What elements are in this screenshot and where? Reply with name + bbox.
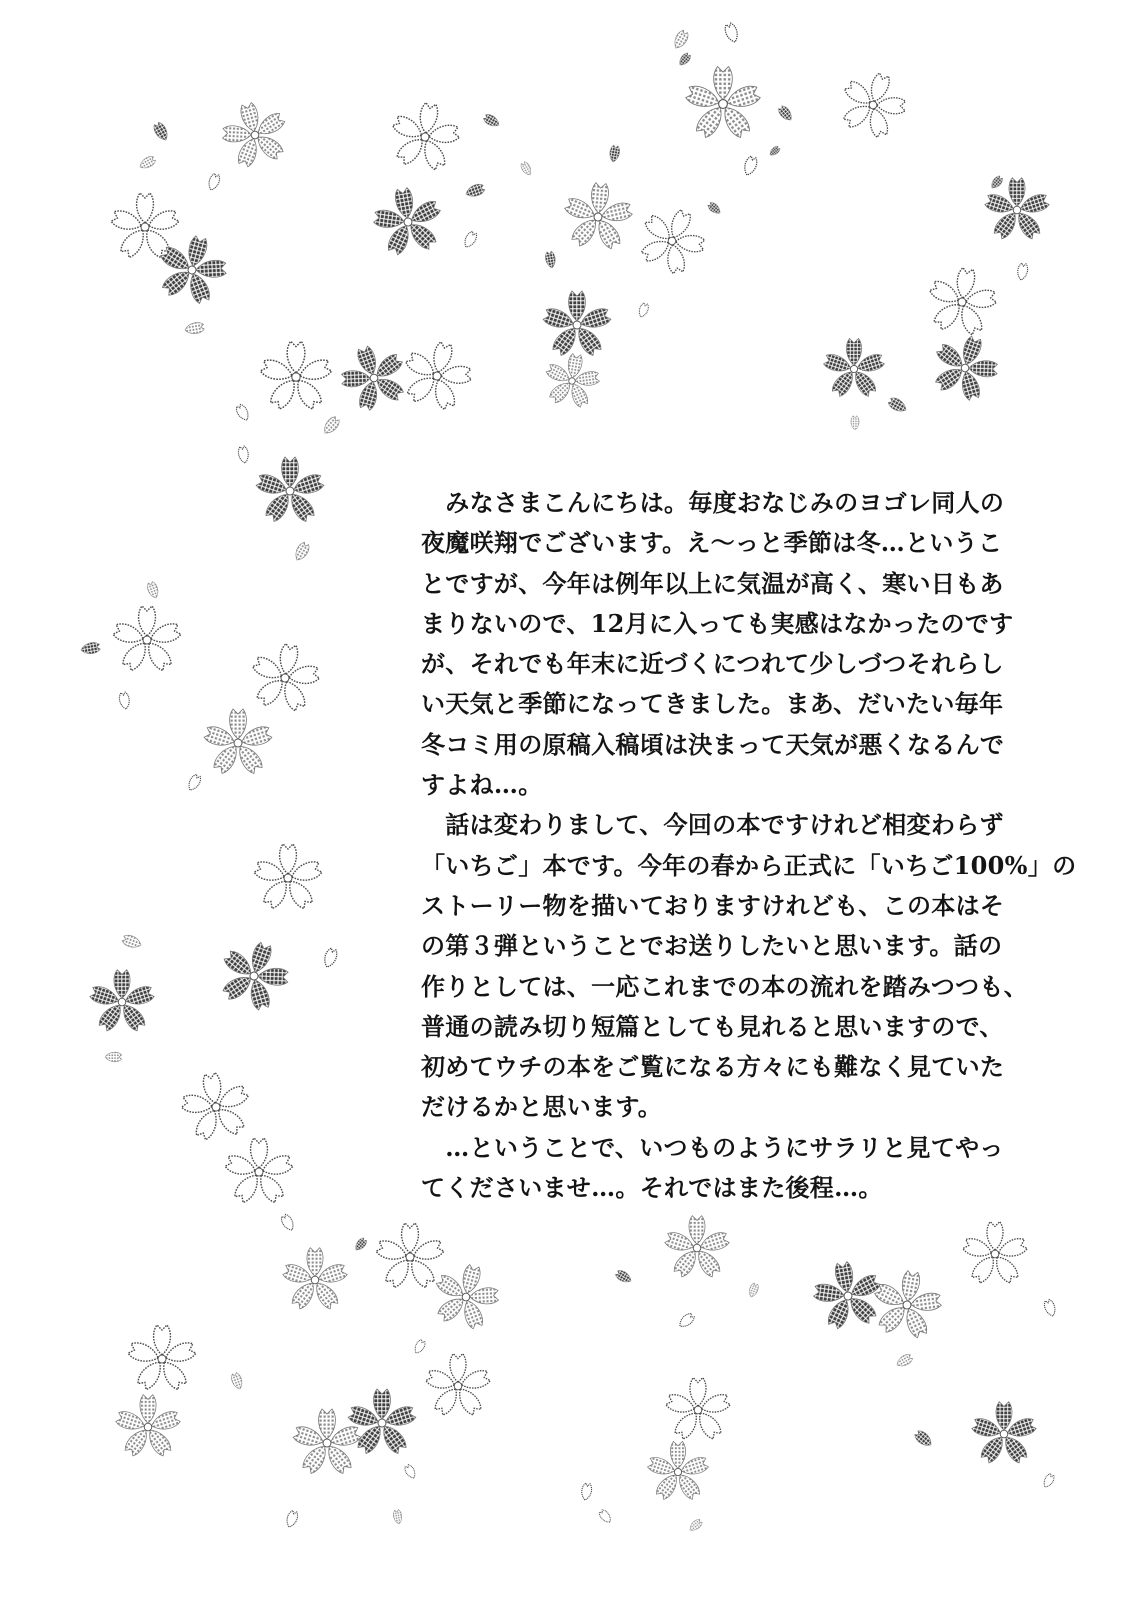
blossom-icon [962, 1222, 1028, 1285]
blossom-icon [664, 1216, 730, 1279]
body-line: 「いちご」本です。今年の春から正式に「いちご100%」の [421, 850, 1077, 880]
blossom-icon [115, 1395, 181, 1458]
petal-icon [464, 182, 486, 199]
blossom-icon [923, 326, 1007, 408]
petal-icon [677, 1312, 696, 1330]
petal-icon [279, 1213, 296, 1232]
body-line: すよね…。 [421, 770, 543, 800]
petal-icon [234, 403, 251, 422]
petal-icon [544, 251, 556, 269]
blossom-icon [112, 606, 182, 672]
body-line: 普通の読み切り短篇としても見れると思いますので、 [421, 1011, 1004, 1041]
blossom-icon [210, 932, 298, 1018]
body-line: まりないので、12月に入っても実感はなかったのです [421, 608, 1014, 638]
petal-icon [146, 581, 161, 600]
blossom-icon [685, 67, 762, 140]
petal-icon [723, 22, 740, 44]
blossom-icon [395, 334, 480, 416]
body-line: 冬コミ用の原稿入稿頃は決まって天気が悪くなるんで [421, 729, 1005, 759]
body-line: ストーリー物を描いておりますけれども、この本はそ [421, 890, 1005, 920]
petal-icon [687, 1518, 703, 1534]
blossom-icon [922, 262, 1002, 340]
petal-icon [777, 104, 795, 123]
blossom-icon [542, 291, 612, 357]
blossom-icon [971, 1402, 1037, 1465]
blossom-icon [89, 970, 155, 1033]
blossom-icon [347, 1389, 417, 1455]
blossom-icon [831, 63, 915, 145]
body-line: 初めてウチの本をご覧になる方々にも難なく見ていた [421, 1052, 1005, 1082]
petal-icon [138, 154, 157, 171]
petal-icon [706, 201, 722, 217]
blossom-icon [332, 336, 416, 418]
petal-icon [482, 112, 501, 129]
petal-icon [118, 692, 130, 710]
body-line: 話は変わりまして、今回の本ですけれど相変わらず [421, 810, 1004, 840]
petal-icon [887, 396, 909, 415]
blossom-icon [647, 1441, 710, 1501]
petal-icon [184, 321, 205, 335]
petal-icon [152, 121, 171, 143]
petal-icon [1041, 1472, 1055, 1489]
petal-icon [321, 415, 342, 437]
blossom-icon [203, 709, 273, 775]
body-line: みなさまこんにちは。毎度おなじみのヨゴレ同人の [421, 488, 1005, 517]
blossom-icon [224, 1138, 294, 1204]
petal-icon [747, 1282, 760, 1298]
blossom-icon [368, 182, 448, 260]
petal-icon [186, 773, 203, 792]
petal-icon [742, 155, 759, 177]
blossom-icon [867, 1265, 947, 1343]
blossom-icon [255, 457, 325, 523]
blossom-icon [259, 341, 332, 411]
petal-icon [598, 1508, 614, 1524]
petal-icon [392, 1509, 403, 1525]
petal-icon [206, 173, 221, 192]
blossom-icon [245, 638, 325, 716]
petal-icon [637, 302, 650, 318]
petal-icon [519, 160, 533, 177]
body-line: …ということで、いつものようにサラリと見てやっ [421, 1132, 1004, 1162]
petal-icon [230, 1372, 245, 1391]
body-text [421, 483, 1077, 1208]
petal-icon [412, 1338, 426, 1355]
petal-icon [121, 933, 143, 950]
petal-icon [768, 145, 782, 158]
petal-icon [462, 230, 479, 249]
petal-icon [237, 446, 249, 464]
blossom-icon [560, 180, 635, 252]
petal-icon [1016, 263, 1028, 281]
blossom-icon [540, 349, 604, 411]
petal-icon [284, 1510, 299, 1529]
petal-icon [677, 51, 693, 67]
blossom-icon [375, 1223, 445, 1289]
petal-icon [608, 145, 620, 163]
body-line: だけるかと思います。 [421, 1092, 663, 1122]
petal-icon [989, 174, 1005, 190]
body-line: てくださいませ…。それではまた後程…。 [421, 1173, 883, 1203]
petal-icon [403, 1463, 417, 1480]
blossom-icon [253, 844, 323, 910]
body-line: とですが、今年は例年以上に気温が高く、寒い日もあ [421, 568, 1004, 598]
body-line: が、それでも年末に近づくにつれて少しづつそれらし [421, 649, 1004, 679]
blossom-icon [629, 198, 716, 283]
blossom-icon [176, 1067, 256, 1145]
petal-icon [851, 416, 859, 430]
blossom-icon [282, 1248, 348, 1311]
blossom-icon [426, 1257, 506, 1335]
blossom-icon [665, 1378, 731, 1441]
petal-icon [671, 29, 690, 51]
petal-icon [1043, 1299, 1058, 1318]
petal-icon [913, 1428, 935, 1449]
body-line: 夜魔咲翔でございます。え〜っと季節は冬…というこ [421, 528, 1003, 558]
petal-icon [105, 1052, 122, 1062]
blossom-icon [385, 97, 465, 175]
petal-icon [580, 1483, 592, 1501]
petal-icon [322, 947, 339, 969]
petal-icon [80, 641, 101, 655]
petal-icon [614, 1268, 633, 1285]
blossom-icon [215, 95, 295, 173]
petal-icon [353, 1236, 369, 1252]
petal-icon [292, 541, 311, 563]
body-line: の第３弾ということでお送りしたいと思います。話の [421, 931, 1003, 961]
blossom-icon [425, 1354, 491, 1417]
body-line: い天気と季節になってきました。まあ、だいたい毎年 [421, 689, 1004, 719]
petal-icon [895, 1352, 914, 1369]
blossom-icon [823, 338, 886, 398]
blossom-icon [127, 1325, 197, 1391]
body-line: 作りとしては、一応これまでの本の流れを踏みつつも、 [421, 971, 1029, 1001]
